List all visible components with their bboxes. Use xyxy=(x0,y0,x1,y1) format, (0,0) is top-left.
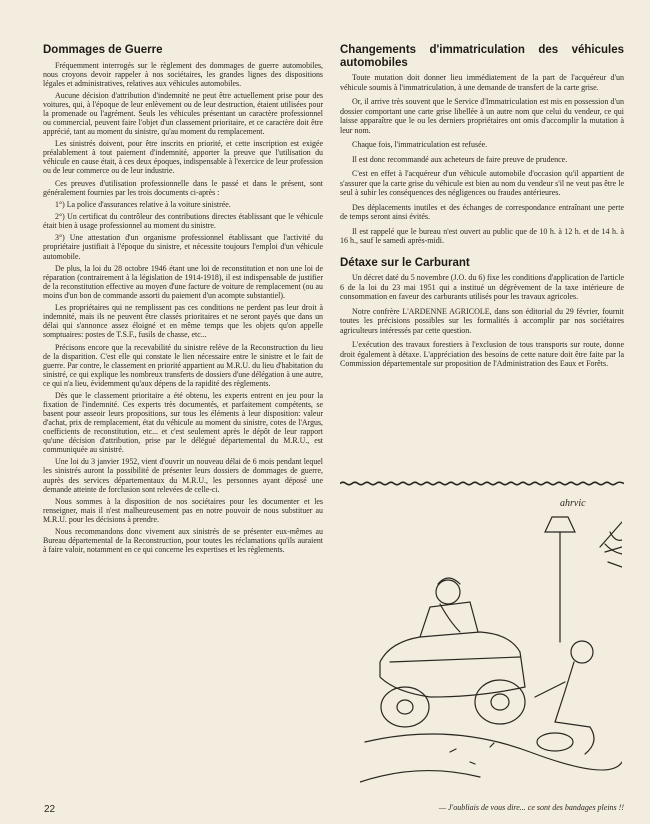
paragraph: De plus, la loi du 28 octobre 1946 étant une loi de reconstitution et non une loi de réparation (contrairement à la législation de 1914-1918), il est indispensable de justifier de la reconstitution effective au moyen d'une facture de voiture de remplacement (ou au moins d'un bon de commande assorti du paiement d'un acompte substantiel). xyxy=(43,263,323,300)
article-title-detaxe: Détaxe sur le Carburant xyxy=(340,256,470,269)
cartoon-caption: — J'oubliais de vous dire... ce sont des bandages pleins !! xyxy=(438,803,624,812)
paragraph: Toute mutation doit donner lieu immédiatement de la part de l'acquéreur d'un véhicule soumis à l'immatriculation, à une demande de transfert de la carte grise. xyxy=(340,73,624,92)
right-column xyxy=(340,44,624,374)
paragraph: Il est rappelé que le bureau n'est ouvert au public que de 10 h. à 12 h. et de 14 h. à 16 h., sauf le samedi après-midi. xyxy=(340,226,624,245)
paragraph: Les sinistrés doivent, pour être inscrits en priorité, et cette inscription est exigée préalablement à tout paiement d'indemnité, apporter la preuve que l'utilisation du véhicule en cause était, à ces deux époques, indispensable à l'exercice de leur profession ou de leur commerce ou de leur industrie. xyxy=(43,139,323,176)
paragraph: 1°) La police d'assurances relative à la voiture sinistrée. xyxy=(55,199,231,209)
paragraph: Fréquemment interrogés sur le règlement des dommages de guerre automobiles, nous croyons devoir rappeler à nos sociétaires, les grandes lignes des dispositions légales et administratives, relatives aux véhicules automobiles. xyxy=(43,60,323,88)
paragraph: Notre confrère L'ARDENNE AGRICOLE, dans son éditorial du 29 février, fournit toutes les précisions possibles sur les formalités à accomplir par nos sociétaires agriculteurs intéressés par cette question. xyxy=(340,306,624,335)
cartoon-illustration xyxy=(360,492,622,792)
cartoon-signature: ahrvic xyxy=(560,498,586,509)
article-title-immatriculation: Changements d'immatriculation des véhicules automobiles xyxy=(340,44,624,69)
decorative-divider xyxy=(340,481,624,486)
left-column xyxy=(43,44,323,557)
paragraph: Nous recommandons donc vivement aux sinistrés de se présenter eux-mêmes au Bureau départemental de la Reconstruction, pour toutes les réclamations qu'ils auraient à faire valoir, notamment en ce qui concerne les expertises et les règlements. xyxy=(43,527,323,555)
page-number: 22 xyxy=(44,804,56,815)
article-title-dommages: Dommages de Guerre xyxy=(43,44,163,56)
paragraph: C'est en effet à l'acquéreur d'un véhicule automobile d'occasion qu'il appartient de s'assurer que la carte grise du véhicule est bien au nom du vendeur s'il ne veut pas être le seul à subir les conséquences des négligences ou fraudes antérieures. xyxy=(340,169,624,197)
paragraph: Un décret daté du 5 novembre (J.O. du 6) fixe les conditions d'application de l'article 6 de la loi du 23 mai 1951 qui a institué un dégrèvement de la taxe intérieure de consommation en faveur des carburants utilisés pour les travaux agricoles. xyxy=(340,273,624,301)
paragraph: Or, il arrive très souvent que le Service d'Immatriculation est mis en possession d'un dossier comportant une carte grise libellée à un autre nom que celui du vendeur, ce qui laisse apparaître que le ou les derniers propriétaires ont omis d'accomplir la mutation à leur nom. xyxy=(340,97,624,135)
paragraph: Chaque fois, l'immatriculation est refusée. xyxy=(352,140,488,149)
paragraph: 3°) Une attestation d'un organisme professionnel établissant que l'activité du propriétaire justifiait à l'époque du sinistre, et nécessite toujours l'emploi d'un véhicule automobile. xyxy=(43,233,323,261)
paragraph: Ces preuves d'utilisation professionnelle dans le passé et dans le présent, sont généralement fournies par les trois documents ci-après : xyxy=(43,178,323,197)
paragraph: Une loi du 3 janvier 1952, vient d'ouvrir un nouveau délai de 6 mois pendant lequel les sinistrés auront la possibilité de présenter leurs dossiers de dommages de guerre, auprès des services départementaux du M.R.U., les personnes ayant déposé une demande atteinte de forclusion sont relevées de celle-ci. xyxy=(43,457,323,494)
paragraph: 2°) Un certificat du contrôleur des contributions directes établissant que le véhicule était bien à usage professionnel au moment du sinistre. xyxy=(43,212,323,231)
paragraph: Il est donc recommandé aux acheteurs de faire preuve de prudence. xyxy=(352,154,568,164)
paragraph: Des déplacements inutiles et des échanges de correspondance entraînant une perte de temps seront ainsi évités. xyxy=(340,202,624,221)
paragraph: Les propriétaires qui ne remplissent pas ces conditions ne perdent pas leur droit à indemnité, mais ils ne peuvent être classés prioritaires et ne seront payés que dans un délai qui s'annonce assez éloigné et en même temps que les objets qu'on appelle somptuaires: postes de T.S.F., fusils de chasse, etc... xyxy=(43,303,323,340)
paragraph: Nous sommes à la disposition de nos sociétaires pour les documenter et les renseigner, mais il n'est malheureusement pas en notre pouvoir de nous substituer au M.R.U. pour les décisions à prendre. xyxy=(43,496,323,524)
paragraph: L'exécution des travaux forestiers à l'exclusion de tous transports sur route, donne droit également à détaxe. L'appréciation des besoins de cette nature doit être faite par la Commission départementale sur proposition de l'Administration des Eaux et Forêts. xyxy=(340,340,624,368)
paragraph: Précisons encore que la recevabilité du sinistre relève de la Reconstruction du lieu de la disparition. C'est elle qui constate le lien nécessaire entre le sinistre et le fait de guerre. Par contre, le classement en priorité appartient au M.R.U. du lieu d'habitation du sinistré, ce qui explique les nombreux transferts de dossiers d'une délégation à une autre, ce qui n'a lieu, évidemment qu'aux dépens de la rapidité des règlements. xyxy=(43,342,323,388)
paragraph: Aucune décision d'attribution d'indemnité ne peut être actuellement prise pour des voitures, qui, à l'époque de leur enlèvement ou de leur destruction, étaient utilisées pour la promenade ou l'agrément. Seuls les véhicules présentant un caractère professionnel ou commercial, peuvent faire l'objet d'un classement prioritaire, et ce caractère doit être apprécié, tant au moment du sinistre, qu'au moment du remplacement. xyxy=(43,90,323,137)
paragraph: Dès que le classement prioritaire a été obtenu, les experts entrent en jeu pour la fixation de l'indemnité. Ces experts très documentés, et parfaitement compétents, se basent pour asseoir leurs propositions, sur tous les éléments à leur disposition: valeur d'achat, prix de remplacement, état du véhicule au moment du sinistre, cotes de l'Argus, coefficients de reconstitution, etc... et c'est seulement après le dépôt de leur rapport qu'une décision d'attribution, prise par le délégué départemental du M.R.U., est communiquée au sinistré. xyxy=(43,390,323,455)
